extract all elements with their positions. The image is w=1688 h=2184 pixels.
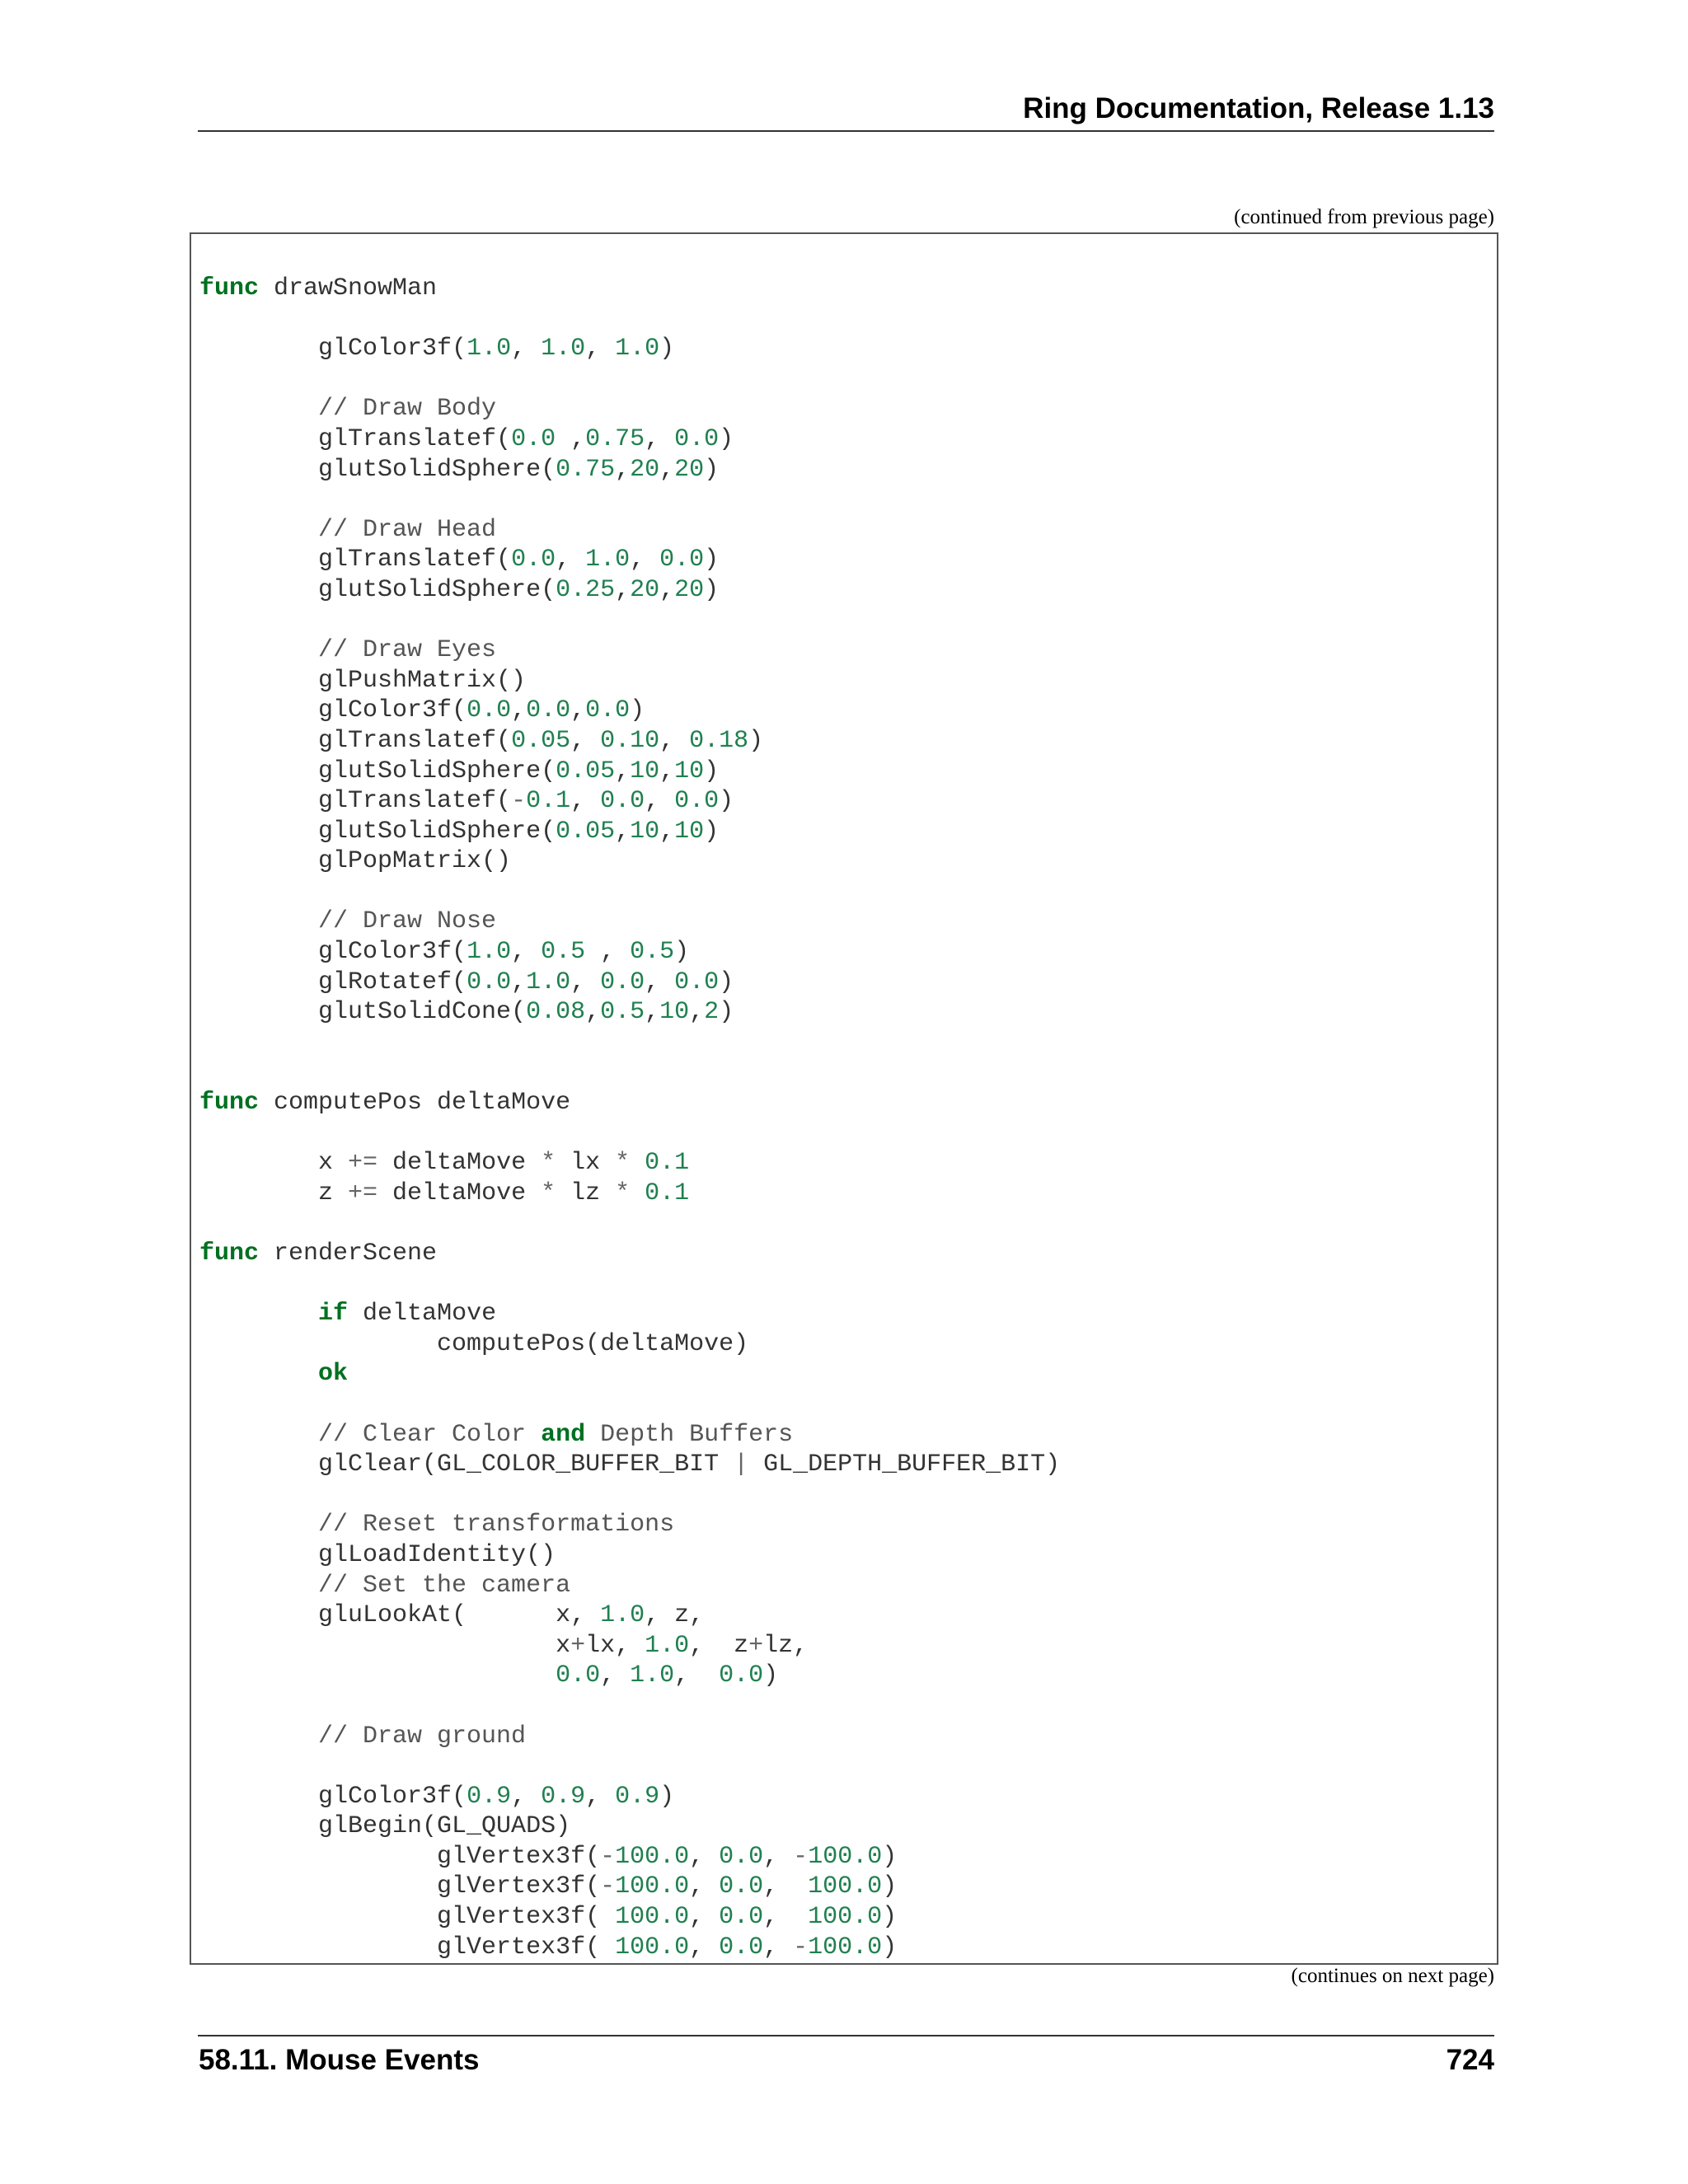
- code-token: ,: [763, 1872, 809, 1901]
- code-token: ,: [511, 1782, 542, 1811]
- code-token: glTranslatef(: [199, 787, 512, 816]
- code-line: [199, 877, 1060, 907]
- code-token: ,: [645, 968, 675, 996]
- code-token: +=: [348, 1179, 378, 1207]
- code-token: 20: [630, 455, 660, 484]
- code-token: x: [199, 1149, 349, 1178]
- code-token: [630, 1179, 645, 1207]
- code-token: 0.9: [541, 1782, 586, 1811]
- code-token: 0.0: [600, 968, 645, 996]
- code-token: deltaMove: [377, 1179, 542, 1207]
- code-token: glVertex3f(: [199, 1872, 601, 1901]
- code-token: 0.75: [585, 424, 645, 453]
- code-token: 10: [630, 757, 660, 785]
- page-header-title: Ring Documentation, Release 1.13: [1023, 92, 1494, 124]
- code-token: drawSnowMan: [259, 274, 438, 302]
- code-token: glColor3f(: [199, 335, 467, 363]
- code-token: glColor3f(: [199, 938, 467, 967]
- code-token: 10: [659, 998, 690, 1027]
- code-token: ,: [585, 335, 616, 363]
- code-token: ): [704, 455, 720, 484]
- code-line: [199, 334, 1060, 364]
- code-token: func: [199, 274, 260, 302]
- code-token: ,: [659, 575, 675, 604]
- code-line: [199, 1179, 1060, 1209]
- footer-page-number: 724: [1446, 2044, 1494, 2076]
- code-token: 0.0: [719, 1903, 764, 1932]
- code-token: ,: [763, 1842, 794, 1871]
- code-token: glTranslatef(: [199, 546, 512, 574]
- code-token: glBegin(GL_QUADS): [199, 1812, 571, 1841]
- code-line: [199, 515, 1060, 546]
- code-line: [199, 1239, 1060, 1269]
- code-token: z: [199, 1179, 349, 1207]
- code-token: // Draw Eyes: [199, 636, 497, 665]
- code-token: ): [882, 1842, 898, 1871]
- code-line: [199, 817, 1060, 847]
- header-rule: [198, 130, 1494, 132]
- code-token: ,: [556, 546, 586, 574]
- code-token: ,: [511, 696, 527, 725]
- code-token: glutSolidSphere(: [199, 455, 556, 484]
- code-line: [199, 1148, 1060, 1179]
- code-token: 0.9: [467, 1782, 512, 1811]
- code-token: glutSolidCone(: [199, 998, 527, 1027]
- code-token: ,: [659, 726, 690, 755]
- code-token: 1.0: [600, 1601, 645, 1630]
- code-token: ,: [615, 757, 631, 785]
- code-token: 0.1: [645, 1179, 690, 1207]
- code-token: ,: [615, 817, 631, 846]
- code-line: [199, 575, 1060, 606]
- code-token: computePos(deltaMove): [199, 1329, 749, 1358]
- code-token: 1.0: [526, 968, 571, 996]
- code-line: [199, 1390, 1060, 1420]
- code-token: 0.05: [511, 726, 571, 755]
- code-token: 0.0: [511, 424, 556, 453]
- code-token: x: [199, 1631, 571, 1660]
- code-token: 0.0: [659, 546, 705, 574]
- code-token: lz: [556, 1179, 616, 1207]
- code-token: +: [570, 1631, 586, 1660]
- code-token: -: [793, 1842, 809, 1871]
- code-token: 0.9: [615, 1782, 660, 1811]
- code-line: [199, 304, 1060, 335]
- code-token: ): [882, 1933, 898, 1961]
- code-line: [199, 1450, 1060, 1480]
- code-token: ,: [570, 968, 601, 996]
- code-token: 0.5: [541, 938, 586, 967]
- code-token: ): [630, 696, 645, 725]
- code-line: [199, 424, 1060, 455]
- code-line: [199, 1782, 1060, 1812]
- code-line: [199, 1631, 1060, 1661]
- code-token: 0.0: [585, 696, 631, 725]
- code-token: ,: [674, 1661, 720, 1690]
- code-token: ,: [585, 1782, 616, 1811]
- code-line: [199, 1902, 1060, 1933]
- code-token: glColor3f(: [199, 1782, 467, 1811]
- code-token: ,: [659, 455, 675, 484]
- code-line: [199, 274, 1060, 304]
- code-line: [199, 606, 1060, 636]
- code-token: ,: [659, 817, 675, 846]
- code-line: [199, 1661, 1060, 1691]
- code-token: glVertex3f(: [199, 1842, 601, 1871]
- code-line: [199, 1359, 1060, 1390]
- code-token: 1.0: [467, 938, 512, 967]
- code-token: 0.0: [600, 787, 645, 816]
- code-line: [199, 1811, 1060, 1842]
- code-token: , z,: [645, 1601, 705, 1630]
- code-token: *: [541, 1179, 556, 1207]
- code-token: ,: [511, 335, 542, 363]
- code-line: [199, 1208, 1060, 1239]
- code-token: ): [674, 938, 690, 967]
- code-token: 0.0: [719, 1933, 764, 1961]
- code-token: ,: [570, 696, 586, 725]
- code-token: 100.0: [615, 1872, 690, 1901]
- code-token: deltaMove: [348, 1300, 497, 1329]
- code-token: glPopMatrix(): [199, 847, 512, 876]
- code-token: ,: [689, 1903, 720, 1932]
- code-line: [199, 726, 1060, 757]
- code-line: [199, 937, 1060, 968]
- code-token: 10: [674, 817, 705, 846]
- code-token: lx,: [585, 1631, 645, 1660]
- code-token: ): [882, 1872, 898, 1901]
- code-token: ,: [689, 1933, 720, 1961]
- code-line: [199, 1722, 1060, 1752]
- code-line: [199, 1571, 1060, 1601]
- code-token: 0.0: [674, 968, 720, 996]
- code-line: [199, 635, 1060, 666]
- code-line: [199, 1601, 1060, 1631]
- code-token: 0.10: [600, 726, 660, 755]
- code-token: ): [748, 726, 764, 755]
- code-token: 1.0: [630, 1661, 675, 1690]
- code-token: glRotatef(: [199, 968, 467, 996]
- code-line: [199, 545, 1060, 575]
- code-token: 10: [674, 757, 705, 785]
- code-token: 100.0: [615, 1903, 690, 1932]
- code-token: glutSolidSphere(: [199, 575, 556, 604]
- code-token: 0.0: [556, 1661, 601, 1690]
- code-line: [199, 757, 1060, 787]
- code-token: glPushMatrix(): [199, 666, 527, 695]
- code-token: *: [615, 1149, 631, 1178]
- code-block: [190, 232, 1498, 1965]
- code-token: glutSolidSphere(: [199, 757, 556, 785]
- code-token: 100.0: [808, 1872, 883, 1901]
- code-token: renderScene: [259, 1240, 438, 1268]
- code-token: // Draw Body: [199, 395, 497, 424]
- code-token: 0.5: [630, 938, 675, 967]
- code-token: ): [763, 1661, 779, 1690]
- code-token: computePos deltaMove: [259, 1089, 571, 1118]
- code-token: func: [199, 1240, 260, 1268]
- code-token: // Reset transformations: [199, 1511, 675, 1540]
- code-line: [199, 1842, 1060, 1872]
- code-token: // Clear Color: [199, 1420, 542, 1449]
- code-token: ,: [659, 757, 675, 785]
- code-token: GL_DEPTH_BUFFER_BIT): [748, 1451, 1061, 1479]
- code-token: ): [719, 787, 734, 816]
- code-line: [199, 1057, 1060, 1088]
- code-token: 0.1: [645, 1149, 690, 1178]
- code-token: ): [659, 1782, 675, 1811]
- code-token: 20: [630, 575, 660, 604]
- code-token: lx: [556, 1149, 616, 1178]
- code-token: 100.0: [808, 1903, 883, 1932]
- code-token: ,: [511, 938, 542, 967]
- code-token: ): [659, 335, 675, 363]
- code-token: ,: [645, 998, 660, 1027]
- code-line: [199, 907, 1060, 937]
- code-token: glTranslatef(: [199, 424, 512, 453]
- continues-on-note: (continues on next page): [1291, 1965, 1494, 1987]
- code-token: // Draw Nose: [199, 907, 497, 936]
- footer-rule: [198, 2035, 1494, 2036]
- code-token: ,: [645, 787, 675, 816]
- code-listing: [199, 274, 1060, 1962]
- code-line: [199, 1420, 1060, 1451]
- code-token: ): [719, 424, 734, 453]
- code-line: [199, 1299, 1060, 1329]
- code-line: [199, 1028, 1060, 1058]
- code-token: -: [600, 1872, 616, 1901]
- code-token: *: [615, 1179, 631, 1207]
- code-token: gluLookAt( x,: [199, 1601, 601, 1630]
- code-token: 0.0: [467, 696, 512, 725]
- code-line: [199, 1691, 1060, 1722]
- code-line: [199, 968, 1060, 998]
- code-token: ): [704, 546, 720, 574]
- code-token: 0.08: [526, 998, 586, 1027]
- code-line: [199, 666, 1060, 696]
- code-token: 0.0: [511, 546, 556, 574]
- code-token: if: [318, 1300, 349, 1329]
- code-token: ,: [600, 1661, 631, 1690]
- code-token: glClear(GL_COLOR_BUFFER_BIT: [199, 1451, 734, 1479]
- code-token: [630, 1149, 645, 1177]
- code-token: +: [748, 1631, 764, 1660]
- code-token: lz,: [763, 1631, 809, 1660]
- code-line: [199, 364, 1060, 395]
- code-token: -: [511, 787, 527, 816]
- code-line: [199, 1872, 1060, 1902]
- code-token: ): [704, 757, 720, 785]
- code-token: , z: [689, 1631, 749, 1660]
- code-token: 1.0: [467, 335, 512, 363]
- code-token: ,: [511, 968, 527, 996]
- code-token: 0.0: [719, 1842, 764, 1871]
- code-token: ,: [763, 1933, 794, 1961]
- code-token: [199, 1360, 318, 1388]
- code-token: ): [719, 968, 734, 996]
- code-token: +=: [348, 1149, 378, 1178]
- code-token: glVertex3f(: [199, 1903, 616, 1932]
- code-token: 0.0: [719, 1661, 764, 1690]
- code-token: glColor3f(: [199, 696, 467, 725]
- code-line: [199, 1118, 1060, 1149]
- code-token: 0.05: [556, 757, 616, 785]
- code-token: ,: [689, 1842, 720, 1871]
- code-line: [199, 997, 1060, 1028]
- code-line: [199, 1329, 1060, 1360]
- code-token: // Draw Head: [199, 515, 497, 544]
- code-token: 1.0: [541, 335, 586, 363]
- code-token: ,: [570, 787, 601, 816]
- code-line: [199, 1480, 1060, 1511]
- code-token: 1.0: [645, 1631, 690, 1660]
- code-token: 100.0: [808, 1842, 883, 1871]
- code-line: [199, 1540, 1060, 1571]
- code-token: and: [541, 1420, 586, 1449]
- code-token: ,: [615, 575, 631, 604]
- code-token: ): [704, 575, 720, 604]
- code-token: [199, 1300, 318, 1328]
- code-line: [199, 1088, 1060, 1118]
- code-token: 0.0: [674, 424, 720, 453]
- code-line: [199, 394, 1060, 424]
- code-token: 0.5: [600, 998, 645, 1027]
- code-token: ): [719, 998, 734, 1027]
- code-token: ,: [630, 546, 660, 574]
- code-token: 1.0: [585, 546, 631, 574]
- code-token: 100.0: [615, 1933, 690, 1961]
- code-token: ok: [318, 1360, 349, 1389]
- code-token: 1.0: [615, 335, 660, 363]
- code-token: 0.0: [526, 696, 571, 725]
- code-token: deltaMove: [377, 1149, 542, 1178]
- code-token: ,: [615, 455, 631, 484]
- code-token: // Draw ground: [199, 1722, 527, 1750]
- code-token: 0.0: [467, 968, 512, 996]
- code-line: [199, 485, 1060, 515]
- code-token: |: [734, 1451, 749, 1479]
- code-token: [199, 1661, 556, 1690]
- code-token: 0.0: [719, 1872, 764, 1901]
- code-token: glTranslatef(: [199, 726, 512, 755]
- code-token: ,: [645, 424, 675, 453]
- code-line: [199, 455, 1060, 485]
- code-token: 0.25: [556, 575, 616, 604]
- code-token: ,: [689, 1872, 720, 1901]
- code-token: 2: [704, 998, 720, 1027]
- code-token: ): [704, 817, 720, 846]
- code-token: func: [199, 1089, 260, 1118]
- code-token: 10: [630, 817, 660, 846]
- code-token: 100.0: [808, 1933, 883, 1961]
- code-line: [199, 1933, 1060, 1963]
- code-token: glVertex3f(: [199, 1933, 616, 1961]
- code-token: 20: [674, 575, 705, 604]
- code-token: Depth Buffers: [585, 1420, 794, 1449]
- code-token: -: [600, 1842, 616, 1871]
- code-token: 0.75: [556, 455, 616, 484]
- code-line: [199, 1269, 1060, 1300]
- code-line: [199, 1510, 1060, 1540]
- code-token: 100.0: [615, 1842, 690, 1871]
- code-line: [199, 1751, 1060, 1782]
- code-token: ,: [585, 938, 631, 967]
- code-token: ,: [570, 726, 601, 755]
- code-token: *: [541, 1149, 556, 1178]
- code-token: glutSolidSphere(: [199, 817, 556, 846]
- code-token: ,: [689, 998, 705, 1027]
- code-token: ,: [556, 424, 586, 453]
- code-line: [199, 846, 1060, 877]
- footer-section-title: 58.11. Mouse Events: [199, 2044, 480, 2076]
- code-token: 0.0: [674, 787, 720, 816]
- code-token: glLoadIdentity(): [199, 1540, 556, 1569]
- code-token: 0.1: [526, 787, 571, 816]
- code-token: 0.18: [689, 726, 749, 755]
- code-token: ,: [763, 1903, 809, 1932]
- code-line: [199, 696, 1060, 726]
- code-token: ,: [585, 998, 601, 1027]
- code-token: ): [882, 1903, 898, 1932]
- continued-from-note: (continued from previous page): [1234, 206, 1494, 228]
- code-token: // Set the camera: [199, 1571, 571, 1600]
- code-token: 0.05: [556, 817, 616, 846]
- code-line: [199, 786, 1060, 817]
- code-token: -: [793, 1933, 809, 1961]
- code-token: 20: [674, 455, 705, 484]
